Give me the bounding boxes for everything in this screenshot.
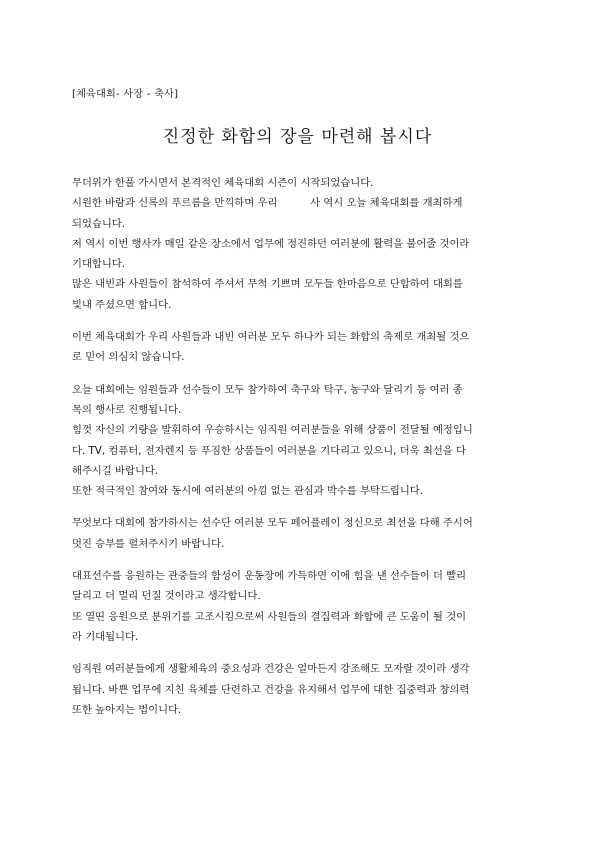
text-line: 또한 높아지는 법이니다. bbox=[72, 703, 182, 716]
text-line: 멋진 승부를 펼쳐주시기 바랍니다. bbox=[72, 537, 225, 550]
paragraph bbox=[72, 513, 532, 554]
text-line: 이번 체육대회가 우리 사원들과 내빈 여러분 모두 하나가 되는 화합의 축제로 개최될 것으 bbox=[72, 331, 470, 344]
paragraph-gap bbox=[72, 647, 532, 659]
paragraph bbox=[72, 566, 532, 647]
paragraph bbox=[72, 659, 532, 720]
text-line: 오늘 대회에는 임원들과 선수들이 모두 참가하여 축구와 탁구, 농구와 달리기 등 여러 종 bbox=[72, 383, 463, 396]
text-line: 라 기대됩니다. bbox=[72, 630, 139, 643]
document-title: 진정한 화합의 장을 마련해 봅시다 bbox=[162, 127, 433, 147]
text-line: 다. TV, 컴퓨터, 전자렌지 등 푸짐한 상품들이 여러분을 기다리고 있으니, 더욱 최선을 다 bbox=[72, 444, 466, 457]
text-line: 대표선수를 응원하는 관중들의 함성이 운동장에 가득하면 이에 힘을 낸 선수들이 더 빨리 bbox=[72, 570, 467, 583]
paragraph-gap bbox=[72, 554, 532, 566]
text-line: 달리고 더 멀리 던질 것이라고 생각합니다. bbox=[72, 590, 261, 603]
paragraph-gap bbox=[72, 501, 532, 513]
text-line: 임직원 여러분들에게 생활체육의 중요성과 건강은 얼마든지 강조해도 모자랄 것이라 생각 bbox=[72, 663, 470, 676]
text-line: 또한 적극적인 참여와 동시에 여러분의 아낌 없는 관심과 박수를 부탁드립니다. bbox=[72, 485, 424, 498]
paragraph-gap bbox=[72, 368, 532, 380]
text-line: 목의 행사로 진행됩니다. bbox=[72, 403, 182, 416]
paragraph-gap bbox=[72, 315, 532, 327]
text-line: 해주시길 바랍니다. bbox=[72, 464, 159, 477]
text-line: 되었습니다. bbox=[72, 217, 126, 230]
paragraph bbox=[72, 327, 532, 368]
document-category-label: [체육대회- 사장 - 축사] bbox=[72, 89, 179, 100]
text-line: 힘껏 자신의 기량을 발휘하여 우승하시는 임직원 여러분들을 위해 상품이 전달될 예정입니 bbox=[72, 424, 473, 437]
text-line: 많은 내빈과 사원들이 참석하여 주셔서 무척 기쁘며 모두들 한마음으로 단합하여 대회를 bbox=[72, 278, 463, 291]
document-body bbox=[72, 173, 532, 720]
paragraph bbox=[72, 380, 532, 502]
text-line: 시원한 바람과 신록의 푸르름을 만끽하며 우리 사 역시 오늘 체육대회를 개최하게 bbox=[72, 197, 463, 210]
text-line: 무더위가 한풀 가시면서 본격적인 체육대회 시즌이 시작되었습니다. bbox=[72, 177, 374, 189]
text-line: 됩니다. 바쁜 업무에 지친 육체를 단련하고 건강을 유지해서 업무에 대한 집중력과 창의력 bbox=[72, 683, 470, 696]
paragraph bbox=[72, 173, 532, 315]
text-line: 무엇보다 대회에 참가하시는 선수단 여러분 모두 페어플레이 정신으로 최선을 다해 주시어 bbox=[72, 517, 473, 530]
text-line: 빛내 주셨으면 합니다. bbox=[72, 298, 172, 311]
text-line: 로 믿어 의심치 않습니다. bbox=[72, 351, 185, 364]
text-line: 기대합니다. bbox=[72, 258, 126, 271]
text-line: 저 역시 이번 행사가 매일 같은 장소에서 업무에 정진하던 여러분에 활력을 불어줄 것이라 bbox=[72, 237, 470, 250]
text-line: 또 열띤 응원으로 분위기를 고조시킴으로써 사원들의 결집력과 화합에 큰 도움이 될 것이 bbox=[72, 610, 467, 623]
